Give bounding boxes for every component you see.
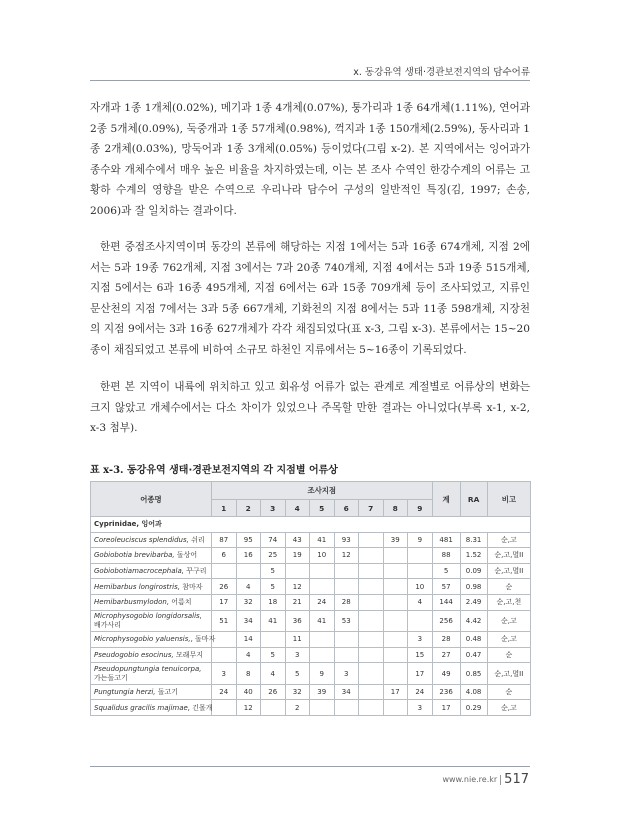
running-header: x. 동강유역 생태·경관보전지역의 담수어류 — [353, 67, 530, 78]
site-count-cell: 6 — [212, 548, 237, 564]
site-count-cell — [408, 563, 433, 579]
site-count-cell: 14 — [236, 632, 261, 648]
note-cell: 순 — [487, 647, 531, 663]
site-count-cell — [261, 700, 286, 716]
col-header-site-9: 9 — [408, 500, 433, 517]
site-count-cell: 17 — [408, 663, 433, 685]
total-cell: 17 — [432, 700, 460, 716]
table-row — [91, 647, 531, 663]
site-count-cell: 4 — [236, 579, 261, 595]
scientific-name: Pseudogobio esocinus, — [94, 650, 174, 659]
scientific-name: Microphysogobio longidorsalis, — [94, 611, 202, 620]
site-count-cell: 39 — [383, 532, 408, 548]
site-count-cell: 51 — [212, 610, 237, 632]
site-count-cell: 2 — [285, 700, 310, 716]
site-count-cell: 3 — [212, 663, 237, 685]
ra-cell: 1.52 — [460, 548, 487, 564]
species-name-cell — [91, 594, 212, 610]
site-count-cell — [383, 663, 408, 685]
korean-name: 쉬리 — [188, 535, 205, 544]
site-count-cell — [334, 700, 359, 716]
note-cell: 순,고 — [487, 532, 531, 548]
species-name-cell — [91, 632, 216, 648]
body-paragraph-3: 한편 본 지역이 내륙에 위치하고 있고 회유성 어류가 없는 관계로 계절별로 어류상의 변화는 크지 않았고 개체수에서는 다소 차이가 있었으나 주목할 만한 결과는 아니었다(부록 x-1, x-2, x-3 첨부). — [90, 381, 530, 435]
site-count-cell: 5 — [285, 663, 310, 685]
site-count-cell — [359, 632, 384, 648]
scientific-name: Squalidus gracilis majimae, — [94, 703, 191, 712]
site-count-cell — [334, 632, 359, 648]
site-count-cell: 11 — [285, 632, 310, 648]
fish-fauna-table — [90, 481, 531, 716]
site-count-cell: 9 — [310, 663, 335, 685]
site-count-cell: 87 — [212, 532, 237, 548]
scientific-name: Hemibarbusmylodon, — [94, 598, 170, 607]
ra-cell: 2.49 — [460, 594, 487, 610]
total-cell: 49 — [432, 663, 460, 685]
site-count-cell: 53 — [334, 610, 359, 632]
note-cell: 순,고,천 — [487, 594, 531, 610]
total-cell: 5 — [432, 563, 460, 579]
site-count-cell — [359, 563, 384, 579]
table-row — [91, 610, 531, 632]
site-count-cell — [359, 532, 384, 548]
site-count-cell: 41 — [310, 532, 335, 548]
site-count-cell — [310, 563, 335, 579]
site-count-cell — [383, 548, 408, 564]
site-count-cell — [310, 632, 335, 648]
species-name-cell — [91, 548, 212, 564]
korean-name: 긴몰개 — [190, 703, 213, 712]
site-count-cell — [359, 700, 384, 716]
korean-name: 어름치 — [169, 598, 192, 607]
ra-cell: 0.47 — [460, 647, 487, 663]
site-count-cell — [261, 632, 286, 648]
site-count-cell — [334, 647, 359, 663]
table-row — [91, 579, 531, 595]
table-row — [91, 594, 531, 610]
site-count-cell: 5 — [261, 647, 286, 663]
site-count-cell: 3 — [408, 632, 433, 648]
site-count-cell — [212, 563, 237, 579]
korean-name: 가는돌고기 — [94, 673, 128, 682]
site-count-cell — [383, 700, 408, 716]
species-name-cell — [91, 563, 212, 579]
site-count-cell: 12 — [334, 548, 359, 564]
total-cell: 57 — [432, 579, 460, 595]
species-name-cell — [91, 647, 212, 663]
note-cell: 순,고,멸II — [487, 663, 531, 685]
site-count-cell — [310, 579, 335, 595]
col-header-site-6: 6 — [334, 500, 359, 517]
body-paragraph-1: 자개과 1종 1개체(0.02%), 메기과 1종 4개체(0.07%), 퉁가리과 1종 64개체(1.11%), 연어과 2종 5개체(0.09%), 둑중개과 1종 57개체(0.98%), 꺽지과 1종 150개체(2.59%), 동사리과 1종 2개체(0.03%), 망둑어과 1종 3개체(0.05%) 등이었다(그림 x-2). 본 지역에서는 잉어과가 종수와 개체수에서 매우 높은 비율을 차지하였는데, 이는 본 조사 수역인 한강수계의 어류는 고황하 수계의 영향을 받은 수역으로 우리나라 담수어 구성의 일반적인 특징(김, 1997; 손송, 2006)과 잘 일치하는 결과이다. — [90, 102, 530, 217]
note-cell: 순 — [487, 579, 531, 595]
note-cell: 순,고 — [487, 610, 531, 632]
species-name-cell — [91, 579, 212, 595]
site-count-cell: 17 — [383, 684, 408, 700]
scientific-name: Gobiobotia brevibarba, — [94, 551, 175, 560]
site-count-cell — [334, 563, 359, 579]
footer-rule — [90, 766, 530, 767]
site-count-cell: 19 — [285, 548, 310, 564]
site-count-cell: 24 — [408, 684, 433, 700]
page-footer — [442, 772, 529, 787]
ra-cell: 8.31 — [460, 532, 487, 548]
note-cell: 순,고,멸II — [487, 548, 531, 564]
korean-name: , 돌마자 — [190, 635, 216, 644]
site-count-cell: 16 — [236, 548, 261, 564]
ra-cell: 0.85 — [460, 663, 487, 685]
site-count-cell: 3 — [285, 647, 310, 663]
note-cell: 순,고 — [487, 632, 531, 648]
scientific-name: Microphysogobio yaluensis, — [94, 635, 191, 644]
site-count-cell — [285, 563, 310, 579]
family-row: Cyprinidae, 잉어과 — [91, 517, 531, 533]
species-name-cell — [91, 700, 212, 716]
site-count-cell: 5 — [261, 563, 286, 579]
col-header-site-4: 4 — [285, 500, 310, 517]
total-cell: 256 — [432, 610, 460, 632]
table-row — [91, 632, 531, 648]
total-cell: 144 — [432, 594, 460, 610]
site-count-cell: 8 — [236, 663, 261, 685]
site-count-cell: 36 — [285, 610, 310, 632]
site-count-cell — [359, 548, 384, 564]
ra-cell: 0.98 — [460, 579, 487, 595]
site-count-cell: 93 — [334, 532, 359, 548]
site-count-cell: 28 — [334, 594, 359, 610]
ra-cell: 0.09 — [460, 563, 487, 579]
species-name-cell — [91, 663, 212, 685]
site-count-cell — [212, 700, 237, 716]
col-header-sites: 조사지점 — [212, 482, 433, 500]
site-count-cell: 4 — [261, 663, 286, 685]
site-count-cell — [359, 594, 384, 610]
korean-name: 배가사리 — [94, 620, 122, 629]
site-count-cell — [359, 647, 384, 663]
ra-cell: 4.42 — [460, 610, 487, 632]
site-count-cell: 41 — [261, 610, 286, 632]
body-paragraph-2: 한편 중점조사지역이며 동강의 본류에 해당하는 지점 1에서는 5과 16종 674개체, 지점 2에서는 5과 19종 762개체, 지점 3에서는 7과 20종 740개체, 지점 4에서는 5과 19종 515개체, 지점 5에서는 6과 16종 495개체, 지점 6에서는 6과 15종 709개체 등이 조사되었고, 지류인 문산천의 지점 7에서는 3과 5종 667개체, 기화천의 지점 8에서는 5과 11종 598개체, 지장천의 지점 9에서는 3과 16종 627개체가 각각 채집되었다(표 x-3, 그림 x-3). 본류에서는 15~20종이 채집되었고 본류에 비하여 소규모 하천인 지류에서는 5~16종이 기록되었다. — [90, 241, 530, 356]
site-count-cell — [310, 647, 335, 663]
site-count-cell — [383, 563, 408, 579]
site-count-cell — [359, 663, 384, 685]
scientific-name: Pseudopungtungia tenuicorpa, — [94, 664, 202, 673]
note-cell: 순 — [487, 684, 531, 700]
site-count-cell: 26 — [212, 579, 237, 595]
site-count-cell — [383, 632, 408, 648]
site-count-cell: 12 — [236, 700, 261, 716]
site-count-cell: 9 — [408, 532, 433, 548]
site-count-cell — [359, 684, 384, 700]
species-name-cell — [91, 610, 212, 632]
species-name-cell — [91, 532, 212, 548]
col-header-ra: RA — [460, 482, 487, 517]
site-count-cell — [236, 563, 261, 579]
site-count-cell — [408, 548, 433, 564]
scientific-name: Pungtungia herzi, — [94, 688, 156, 697]
footer-url: www.nie.re.kr — [442, 775, 498, 784]
col-header-site-2: 2 — [236, 500, 261, 517]
table-row — [91, 532, 531, 548]
korean-name: 돌고기 — [155, 688, 179, 697]
site-count-cell: 21 — [285, 594, 310, 610]
site-count-cell: 41 — [310, 610, 335, 632]
col-header-species: 어종명 — [91, 482, 212, 517]
site-count-cell: 18 — [261, 594, 286, 610]
site-count-cell: 40 — [236, 684, 261, 700]
site-count-cell — [334, 579, 359, 595]
col-header-site-3: 3 — [261, 500, 286, 517]
footer-separator — [500, 775, 501, 785]
table-row — [91, 563, 531, 579]
total-cell: 481 — [432, 532, 460, 548]
col-header-note: 비고 — [487, 482, 531, 517]
site-count-cell: 3 — [334, 663, 359, 685]
site-count-cell: 24 — [310, 594, 335, 610]
site-count-cell: 10 — [408, 579, 433, 595]
table-row — [91, 700, 531, 716]
col-header-site-1: 1 — [212, 500, 237, 517]
site-count-cell — [383, 610, 408, 632]
col-header-total: 계 — [432, 482, 460, 517]
site-count-cell — [383, 579, 408, 595]
site-count-cell — [383, 647, 408, 663]
site-count-cell — [408, 610, 433, 632]
site-count-cell: 26 — [261, 684, 286, 700]
korean-name: 모래무지 — [173, 650, 204, 659]
site-count-cell: 10 — [310, 548, 335, 564]
total-cell: 88 — [432, 548, 460, 564]
site-count-cell: 74 — [261, 532, 286, 548]
table-row — [91, 663, 531, 685]
site-count-cell — [359, 579, 384, 595]
site-count-cell: 12 — [285, 579, 310, 595]
site-count-cell: 25 — [261, 548, 286, 564]
species-name-cell — [91, 684, 212, 700]
col-header-site-5: 5 — [310, 500, 335, 517]
ra-cell: 0.29 — [460, 700, 487, 716]
site-count-cell — [359, 610, 384, 632]
site-count-cell: 15 — [408, 647, 433, 663]
scientific-name: Hemibarbus longirostris, — [94, 582, 180, 591]
table-row — [91, 548, 531, 564]
table-row — [91, 684, 531, 700]
note-cell: 순,고,멸II — [487, 563, 531, 579]
site-count-cell: 32 — [285, 684, 310, 700]
scientific-name: Gobiobotiamacrocephala, — [94, 567, 184, 576]
site-count-cell — [212, 647, 237, 663]
col-header-site-7: 7 — [359, 500, 384, 517]
scientific-name: Coreoleuciscus splendidus, — [94, 535, 189, 544]
note-cell: 순,고 — [487, 700, 531, 716]
site-count-cell: 95 — [236, 532, 261, 548]
site-count-cell — [310, 700, 335, 716]
ra-cell: 0.48 — [460, 632, 487, 648]
site-count-cell: 3 — [408, 700, 433, 716]
site-count-cell: 4 — [408, 594, 433, 610]
korean-name: 돌상어 — [174, 551, 198, 560]
site-count-cell — [383, 594, 408, 610]
site-count-cell: 39 — [310, 684, 335, 700]
site-count-cell: 5 — [261, 579, 286, 595]
total-cell: 27 — [432, 647, 460, 663]
site-count-cell: 32 — [236, 594, 261, 610]
table-caption — [90, 461, 338, 476]
site-count-cell: 4 — [236, 647, 261, 663]
site-count-cell: 34 — [236, 610, 261, 632]
site-count-cell: 17 — [212, 594, 237, 610]
site-count-cell: 34 — [334, 684, 359, 700]
site-count-cell: 24 — [212, 684, 237, 700]
header-rule — [90, 80, 530, 81]
table-caption-text: 동강유역 생태·경관보전지역의 각 지점별 어류상 — [127, 465, 338, 476]
korean-name: 참마자 — [180, 582, 203, 591]
table-caption-number: 표 x-3. — [90, 465, 124, 476]
total-cell: 236 — [432, 684, 460, 700]
col-header-site-8: 8 — [383, 500, 408, 517]
page-number: 517 — [504, 772, 529, 787]
korean-name: 꾸구리 — [184, 567, 207, 576]
site-count-cell: 43 — [285, 532, 310, 548]
ra-cell: 4.08 — [460, 684, 487, 700]
total-cell: 28 — [432, 632, 460, 648]
